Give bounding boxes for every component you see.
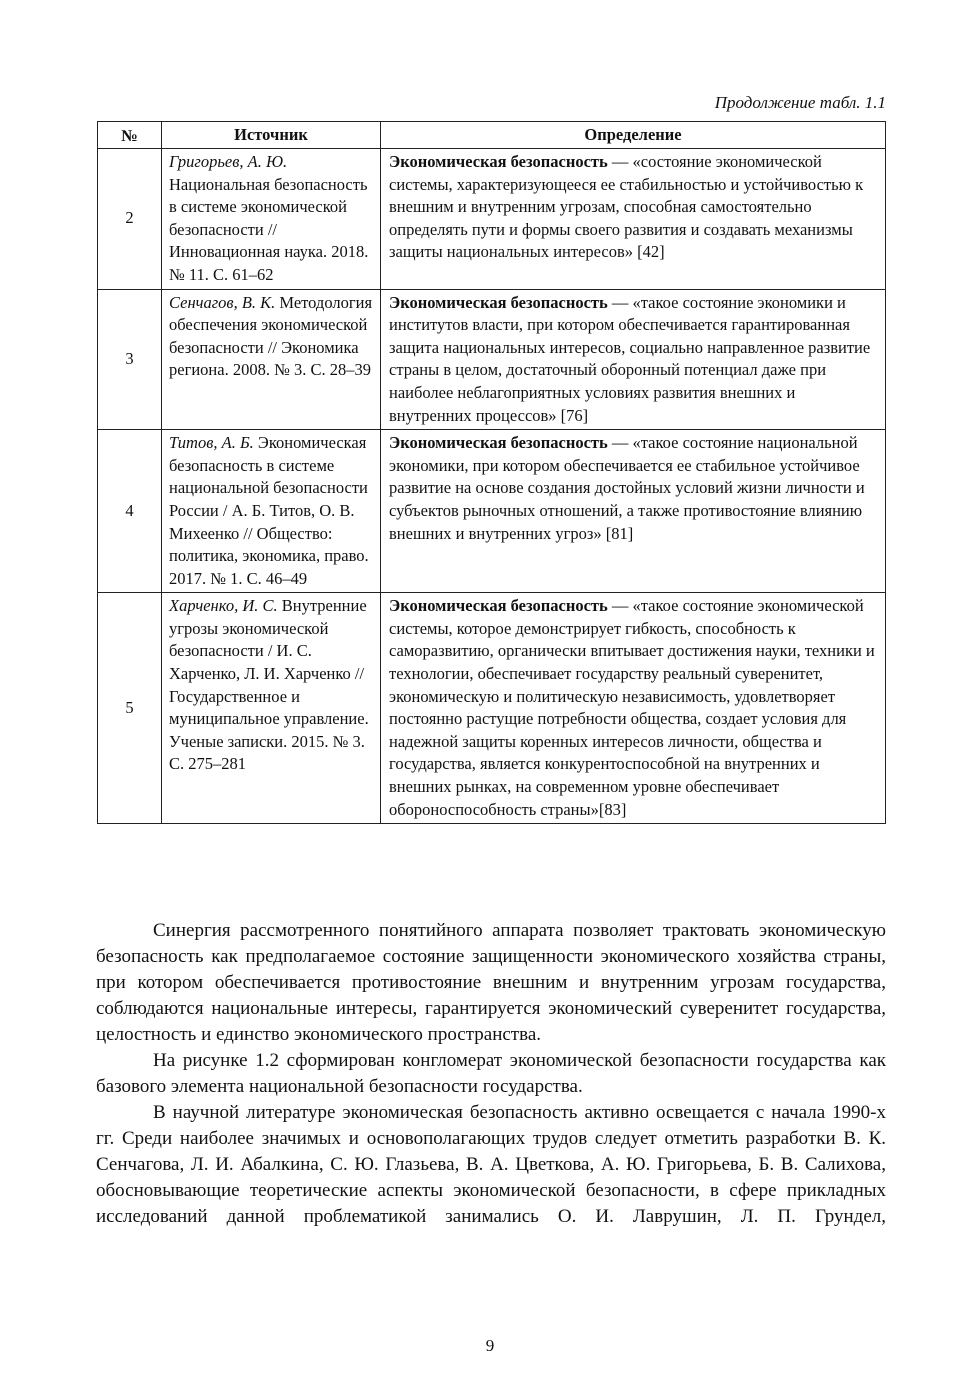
definition-text: — «такое состояние национальной экономики, при котором обеспечивается ее стабильное устойчивое развитие на основе создания достойных условий жизни личности и субъектов рыночных отношений, а также противостояние влиянию внешних и внутренних угроз» [81] [389,433,865,543]
definition-text: — «такое состояние экономики и институтов власти, при котором обеспечивается гарантированная защита национальных интересов, социально направленное развитие страны в целом, достаточный оборонный потенциал даже при наиболее неблагоприятных условиях развития внешних и внутренних процессов» [76] [389,292,871,425]
definitions-table [97,121,886,824]
definition-cell [381,593,886,824]
definition-term: Экономическая безопасность [389,596,608,616]
header-source: Источник [162,122,381,149]
table-row [98,149,886,290]
body-text [96,918,886,1230]
source-author: Харченко, И. С. [169,596,278,616]
table-header-row [98,122,886,149]
row-number: 4 [98,430,162,593]
source-details: Экономическая безопасность в системе национальной безопасности России / А. Б. Титов, О. В. Михеенко // Общество: политика, экономика, право. 2017. № 1. С. 46–49 [169,433,369,588]
table-row [98,430,886,593]
definition-cell [381,289,886,430]
source-author: Сенчагов, В. К. [169,292,276,312]
table-caption: Продолжение табл. 1.1 [714,93,886,112]
row-number: 3 [98,289,162,430]
source-cell [162,593,381,824]
definition-cell [381,430,886,593]
source-details: Национальная безопасность в системе экономической безопасности // Инновационная наука. 2018. № 11. С. 61–62 [169,174,369,284]
source-cell [162,289,381,430]
paragraph: Синергия рассмотренного понятийного аппарата позволяет трактовать экономическую безопасность как предполагаемое состояние защищенности экономического хозяйства страны, при котором обеспечивается противостояние внешним и внутренним угрозам государства, соблюдаются национальные интересы, гарантируется экономический суверенитет государства, целостность и единство экономического пространства. [96,920,886,1045]
paragraph: На рисунке 1.2 сформирован конгломерат экономической безопасности государства как базового элемента национальной безопасности государства. [96,1050,886,1097]
paragraph: В научной литературе экономическая безопасность активно освещается с начала 1990-х гг. Среди наиболее значимых и основополагающих трудов следует отметить разработки В. К. Сенчагова, Л. И. Абалкина, С. Ю. Глазьева, В. А. Цветкова, А. Ю. Григорьева, Б. В. Салихова, обосновывающие теоретические аспекты экономической безопасности, в сфере прикладных исследований данной проблематикой занимались О. И. Лаврушин, Л. П. Грундел, [96,1102,886,1227]
source-author: Григорьев, А. Ю. [169,152,288,171]
header-definition: Определение [381,122,886,149]
table-row [98,289,886,430]
definition-text: — «такое состояние экономической системы, которое демонстрирует гибкость, способность к саморазвитию, органически впитывает достижения науки, техники и технологии, обеспечивает государству реальный суверенитет, экономическую и политическую независимость, удовлетворяет постоянно растущие потребности общества, создает условия для надежной защиты коренных интересов личности, общества и государства, является конкурентоспособной на внутренних и внешних рынках, на современном уровне обеспечивает обороноспособность страны»[83] [389,596,875,819]
definition-term: Экономическая безопасность [389,292,608,312]
definition-term: Экономическая безопасность [389,152,608,171]
page-number: 9 [485,1336,495,1355]
source-cell [162,149,381,290]
source-details: Методология обеспечения экономической безопасности // Экономика региона. 2008. № 3. С. 28–39 [169,292,373,380]
header-num: № [98,122,162,149]
source-cell [162,430,381,593]
row-number: 2 [98,149,162,290]
source-author: Титов, А. Б. [169,433,254,453]
source-details: Внутренние угрозы экономической безопасности / И. С. Харченко, Л. И. Харченко // Государственное и муниципальное управление. Ученые записки. 2015. № 3. С. 275–281 [169,596,369,774]
definition-term: Экономическая безопасность [389,433,608,453]
table-row [98,593,886,824]
definition-cell [381,149,886,290]
row-number: 5 [98,593,162,824]
definition-text: — «состояние экономической системы, характеризующееся ее стабильностью и устойчивостью к внешним и внутренним угрозам, способная самостоятельно определять пути и формы своего развития и создавать механизмы защиты национальных интересов» [42] [389,152,864,262]
